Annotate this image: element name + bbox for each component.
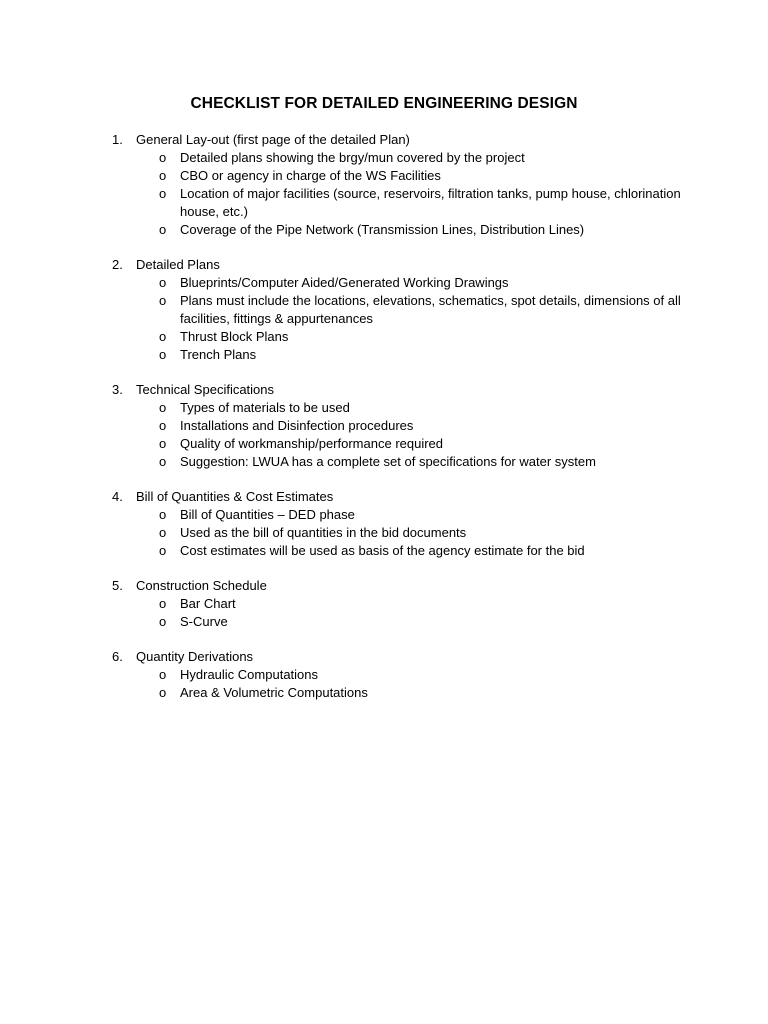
list-item — [112, 149, 692, 167]
section-number: 5. — [112, 578, 123, 593]
bullet-glyph: o — [159, 507, 167, 522]
section-heading-text: Construction Schedule — [136, 578, 267, 593]
bullet-marker-icon — [112, 292, 180, 328]
list-item — [112, 346, 692, 364]
bullet-list — [112, 506, 692, 560]
bullet-marker-icon — [112, 506, 180, 524]
bullet-marker-icon — [112, 666, 180, 684]
bullet-marker-icon — [112, 524, 180, 542]
list-item-text: Hydraulic Computations — [180, 667, 319, 682]
section-heading — [112, 381, 692, 399]
list-item-text: Bill of Quantities – DED phase — [180, 507, 355, 522]
section-heading — [112, 256, 692, 274]
list-item — [112, 417, 692, 435]
section-heading — [112, 577, 692, 595]
list-item — [112, 666, 692, 684]
list-item — [112, 506, 692, 524]
list-item-text: Plans must include the locations, elevations, schematics, spot details, dimensions of all facilities, fittings & appurtenances — [180, 293, 681, 326]
checklist-section — [112, 488, 692, 560]
section-heading — [112, 131, 692, 149]
list-item-text: S-Curve — [180, 614, 228, 629]
bullet-marker-icon — [112, 595, 180, 613]
bullet-glyph: o — [159, 525, 167, 540]
section-heading — [112, 648, 692, 666]
list-item — [112, 292, 692, 328]
checklist-section — [112, 381, 692, 471]
list-item — [112, 328, 692, 346]
list-item-text: Installations and Disinfection procedures — [180, 418, 414, 433]
bullet-glyph: o — [159, 596, 167, 611]
bullet-glyph: o — [159, 329, 167, 344]
section-number: 4. — [112, 489, 123, 504]
bullet-glyph: o — [159, 685, 167, 700]
list-item — [112, 435, 692, 453]
list-item — [112, 542, 692, 560]
list-item — [112, 185, 692, 221]
bullet-list — [112, 149, 692, 239]
list-item — [112, 399, 692, 417]
bullet-marker-icon — [112, 453, 180, 471]
section-heading-text: General Lay-out (first page of the detailed Plan) — [136, 132, 410, 147]
bullet-list — [112, 399, 692, 471]
bullet-glyph: o — [159, 275, 167, 290]
list-item — [112, 524, 692, 542]
section-number: 2. — [112, 257, 123, 272]
section-number: 1. — [112, 132, 123, 147]
checklist-section — [112, 577, 692, 631]
list-item-text: Coverage of the Pipe Network (Transmission Lines, Distribution Lines) — [180, 222, 585, 237]
list-item-text: Cost estimates will be used as basis of the agency estimate for the bid — [180, 543, 585, 558]
bullet-glyph: o — [159, 454, 167, 469]
bullet-glyph: o — [159, 614, 167, 629]
bullet-marker-icon — [112, 684, 180, 702]
checklist-sections — [112, 131, 692, 719]
bullet-list — [112, 666, 692, 702]
bullet-marker-icon — [112, 149, 180, 167]
section-heading-text: Detailed Plans — [136, 257, 220, 272]
bullet-marker-icon — [112, 274, 180, 292]
list-item-text: Types of materials to be used — [180, 400, 350, 415]
checklist-section — [112, 256, 692, 364]
section-number: 6. — [112, 649, 123, 664]
bullet-glyph: o — [159, 168, 167, 183]
list-item — [112, 274, 692, 292]
list-item-text: Area & Volumetric Computations — [180, 685, 368, 700]
bullet-marker-icon — [112, 399, 180, 417]
bullet-marker-icon — [112, 613, 180, 631]
list-item — [112, 453, 692, 471]
document-title: CHECKLIST FOR DETAILED ENGINEERING DESIGN — [190, 95, 578, 112]
bullet-list — [112, 274, 692, 364]
list-item-text: Suggestion: LWUA has a complete set of specifications for water system — [180, 454, 596, 469]
checklist-section — [112, 131, 692, 239]
bullet-glyph: o — [159, 186, 167, 201]
list-item — [112, 595, 692, 613]
section-heading-text: Quantity Derivations — [136, 649, 254, 664]
list-item-text: Detailed plans showing the brgy/mun covered by the project — [180, 150, 525, 165]
list-item-text: Location of major facilities (source, reservoirs, filtration tanks, pump house, chlorination house, etc.) — [180, 186, 681, 219]
list-item-text: Thrust Block Plans — [180, 329, 289, 344]
bullet-glyph: o — [159, 436, 167, 451]
checklist-section — [112, 648, 692, 702]
bullet-list — [112, 595, 692, 631]
list-item-text: Blueprints/Computer Aided/Generated Working Drawings — [180, 275, 509, 290]
list-item-text: Used as the bill of quantities in the bid documents — [180, 525, 467, 540]
bullet-marker-icon — [112, 167, 180, 185]
bullet-glyph: o — [159, 400, 167, 415]
bullet-marker-icon — [112, 435, 180, 453]
bullet-marker-icon — [112, 221, 180, 239]
bullet-glyph: o — [159, 418, 167, 433]
section-number: 3. — [112, 382, 123, 397]
section-heading — [112, 488, 692, 506]
section-heading-text: Technical Specifications — [136, 382, 275, 397]
bullet-glyph: o — [159, 222, 167, 237]
bullet-glyph: o — [159, 543, 167, 558]
bullet-marker-icon — [112, 417, 180, 435]
bullet-glyph: o — [159, 293, 167, 308]
bullet-marker-icon — [112, 185, 180, 221]
list-item — [112, 221, 692, 239]
list-item-text: Quality of workmanship/performance required — [180, 436, 444, 451]
list-item-text: Bar Chart — [180, 596, 236, 611]
list-item — [112, 167, 692, 185]
list-item-text: Trench Plans — [180, 347, 257, 362]
list-item — [112, 613, 692, 631]
list-item-text: CBO or agency in charge of the WS Facilities — [180, 168, 441, 183]
bullet-glyph: o — [159, 667, 167, 682]
bullet-glyph: o — [159, 347, 167, 362]
section-heading-text: Bill of Quantities & Cost Estimates — [136, 489, 334, 504]
bullet-marker-icon — [112, 346, 180, 364]
bullet-marker-icon — [112, 328, 180, 346]
bullet-marker-icon — [112, 542, 180, 560]
bullet-glyph: o — [159, 150, 167, 165]
list-item — [112, 684, 692, 702]
